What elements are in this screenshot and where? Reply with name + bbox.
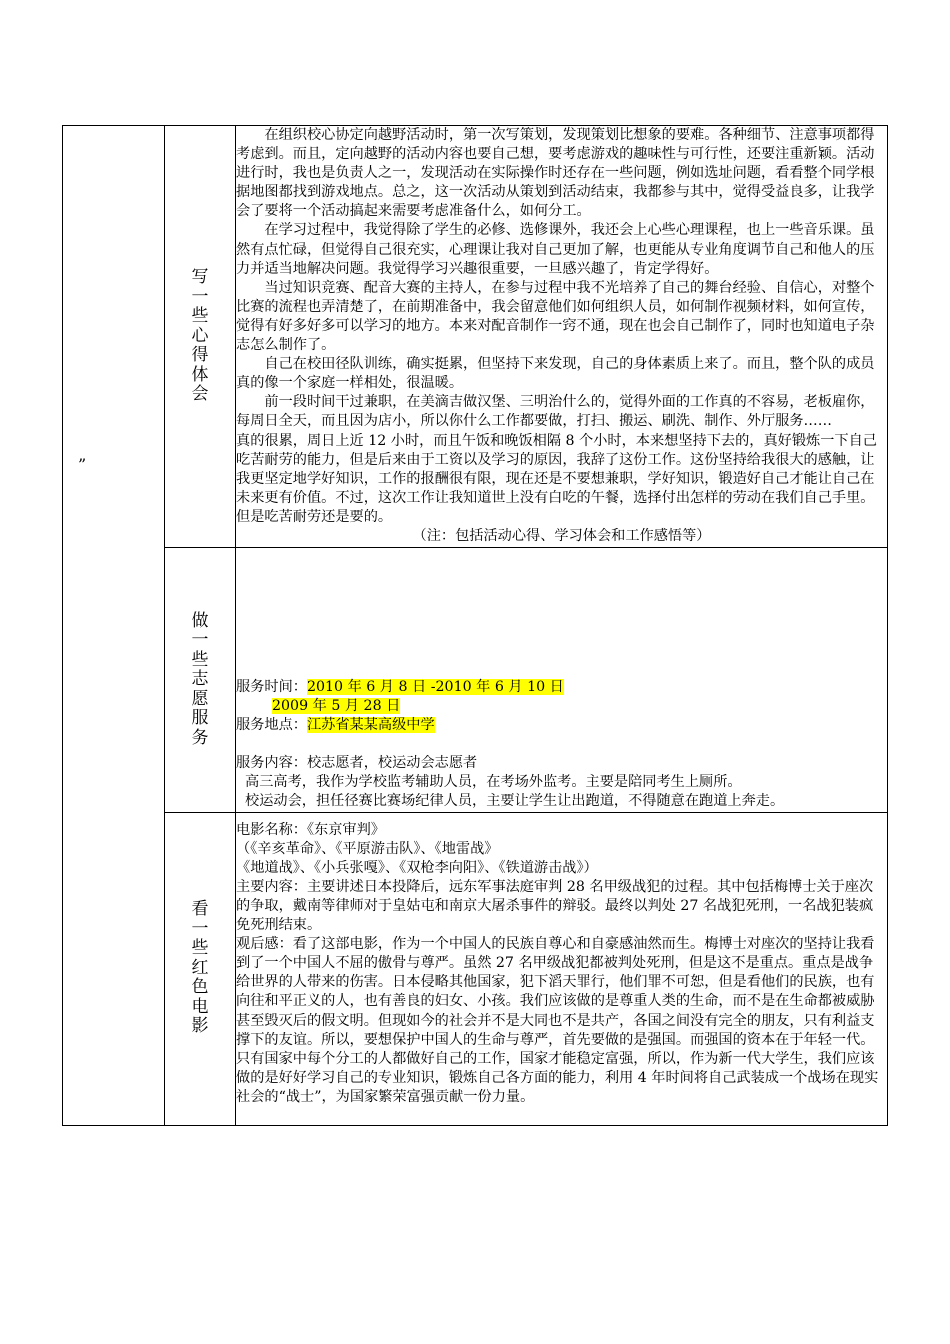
label-char: 会	[191, 384, 209, 405]
label-char: 得	[191, 345, 209, 366]
label-char: 影	[191, 1016, 209, 1037]
label-volunteer	[165, 548, 236, 813]
movie-name: 电影名称：《东京审判》	[236, 821, 385, 838]
service-time-value-2: 2009 年 5 月 28 日	[272, 698, 401, 715]
label-char: 红	[191, 957, 209, 978]
label-char: 一	[191, 286, 209, 307]
label-char: 些	[191, 649, 209, 670]
record-table	[62, 125, 888, 1126]
service-time	[236, 678, 887, 697]
row-volunteer	[63, 548, 888, 813]
paragraph: 真的很累，周日上近 12 小时，而且午饭和晚饭相隔 8 个小时，本来想坚持下去的，真好锻炼一下自己吃苦耐劳的能力，但是后来由于工资以及学习的原因，我辞了这份工作。这份坚持给我很大的感触，让我更坚定地学好知识，工作的报酬很有限，现在还是不要想兼职，学好知识，锻造好自己才能让自己在未来更有价值。不过，这次工作让我知道世上没有白吃的午餐，选择付出怎样的劳动在我们自己手里。但是吃苦耐劳还是要的。	[236, 432, 877, 525]
movie-others: 《地道战》、《小兵张嘎》、《双枪李向阳》、《铁道游击战》）	[236, 859, 598, 876]
label-char: 服	[191, 708, 209, 729]
row-movie	[63, 812, 888, 1125]
label-movie	[165, 812, 236, 1125]
service-place-value: 江苏省某某高级中学	[306, 717, 435, 734]
paragraph: 前一段时间干过兼职，在美滴吉做汉堡、三明治什么的，觉得外面的工作真的不容易，老板雇你，每周日全天，而且因为店小，所以你什么工作都要做，打扫、搬运、刷洗、制作、外厅服务……	[236, 394, 875, 430]
movie-summary: 主要内容：主要讲述日本投降后，远东军事法庭审判 28 名甲级战犯的过程。其中包括梅博士关于座次的争取，戴南等律师对于皇姑屯和南京大屠杀事件的辩驳。最终以判处 27 名战犯死刑，一名战犯装疯免死刑结束。	[236, 878, 874, 934]
service-place-label: 服务地点：	[236, 717, 307, 734]
label-char: 电	[191, 996, 209, 1017]
label-char: 体	[191, 364, 209, 385]
volunteer-content	[236, 548, 888, 813]
paragraph: 在学习过程中，我觉得除了学生的必修、选修课外，我还会上心些心理课程，也上一些音乐课。虽然有点忙碌，但觉得自己很充实，心理课让我对自己更加了解，也更能从专业角度调节自己和他人的压力并适当地解决问题。我觉得学习兴趣很重要，一旦感兴趣了，肯定学得好。	[236, 222, 875, 277]
label-char: 心	[191, 325, 209, 346]
service-line: 高三高考，我作为学校监考辅助人员，在考场外监考。主要是陪同考生上厕所。	[245, 774, 742, 791]
reflection-content	[236, 126, 888, 548]
paragraph: 自己在校田径队训练，确实挺累，但坚持下来发现，自己的身体素质上来了。而且，整个队的成员真的像一个家庭一样相处，很温暖。	[236, 356, 875, 392]
row-reflection	[63, 126, 888, 548]
service-place	[236, 716, 887, 735]
label-char: 志	[191, 669, 209, 690]
label-char: 一	[191, 630, 209, 651]
paragraph: 当过知识竞赛、配音大赛的主持人，在参与过程中我不光培养了自己的舞台经验、自信心，对整个比赛的流程也弄清楚了，在前期准备中，我会留意他们如何组织人员，如何制作视频材料，如何宣传，觉得有好多好多可以学习的地方。本来对配音制作一窍不通，现在也会自己制作了，同时也知道电子杂志怎么制作了。	[236, 279, 875, 354]
label-char: 看	[191, 899, 209, 920]
label-char: 务	[191, 727, 209, 748]
paragraph: 在组织校心协定向越野活动时，第一次写策划，发现策划比想象的要难。各种细节、注意事项都得考虑到。而且，定向越野的活动内容也要自己想，要考虑游戏的趣味性与可行性，还要注重新颖。活动进行时，我也是负责人之一，发现活动在实际操作时还存在一些问题，例如选址问题，看看整个同学根据地图都找到游戏地点。总之，这一次活动从策划到活动结束，我都参与其中，觉得受益良多，让我学会了要将一个活动搞起来需要考虑准备什么，如何分工。	[236, 127, 875, 220]
service-content: 服务内容：校志愿者，校运动会志愿者	[236, 755, 478, 772]
left-column	[63, 126, 165, 1126]
note: （注：包括活动心得、学习体会和工作感悟等）	[412, 527, 711, 544]
blank-space	[236, 548, 887, 678]
service-time-value: 2010 年 6 月 8 日 -2010 年 6 月 10 日	[306, 679, 564, 695]
movie-others: （《辛亥革命》、《平原游击队》、《地雷战》	[236, 840, 499, 857]
label-reflection	[165, 126, 236, 548]
label-char: 愿	[191, 688, 209, 709]
label-char: 做	[191, 610, 209, 631]
movie-review: 观后感：看了这部电影，作为一个中国人的民族自尊心和自豪感油然而生。梅博士对座次的坚持让我看到了一个中国人不屈的傲骨与尊严。虽然 27 名甲级战犯都被判处死刑，但是这不是重点。重点是战争给世界的人带来的伤害。日本侵略其他国家，犯下滔天罪行，他们罪不可恕，但是看他们的民族，也有向往和平正义的人，也有善良的妇女、小孩。我们应该做的是尊重人类的生命，而不是在生命都被威胁甚至毁灭后的假文明。但现如今的社会并不是大同也不是共产，各国之间没有完全的朋友，只有利益支撑下的友谊。所以，要想保护中国人的生命与尊严，首先要做的是强国。而强国的资本在于年轻一代。只有国家中每个分工的人都做好自己的工作，国家才能稳定富强，所以，作为新一代大学生，我们应该做的是好好学习自己的专业知识，锻炼自己各方面的能力，利用 4 年时间将自己武装成一个战场在现实社会的“战士”，为国家繁荣富强贡献一份力量。	[236, 936, 879, 1105]
quote-mark: ”	[78, 455, 87, 474]
service-time-2	[236, 697, 887, 716]
service-line: 校运动会，担任径赛比赛场纪律人员，主要让学生让出跑道，不得随意在跑道上奔走。	[245, 793, 785, 810]
label-char: 写	[191, 267, 209, 288]
movie-content	[236, 812, 888, 1125]
label-char: 些	[191, 938, 209, 959]
label-char: 色	[191, 977, 209, 998]
label-char: 些	[191, 306, 209, 327]
service-time-label: 服务时间：	[236, 679, 307, 695]
blank-line	[236, 735, 887, 754]
label-char: 一	[191, 918, 209, 939]
